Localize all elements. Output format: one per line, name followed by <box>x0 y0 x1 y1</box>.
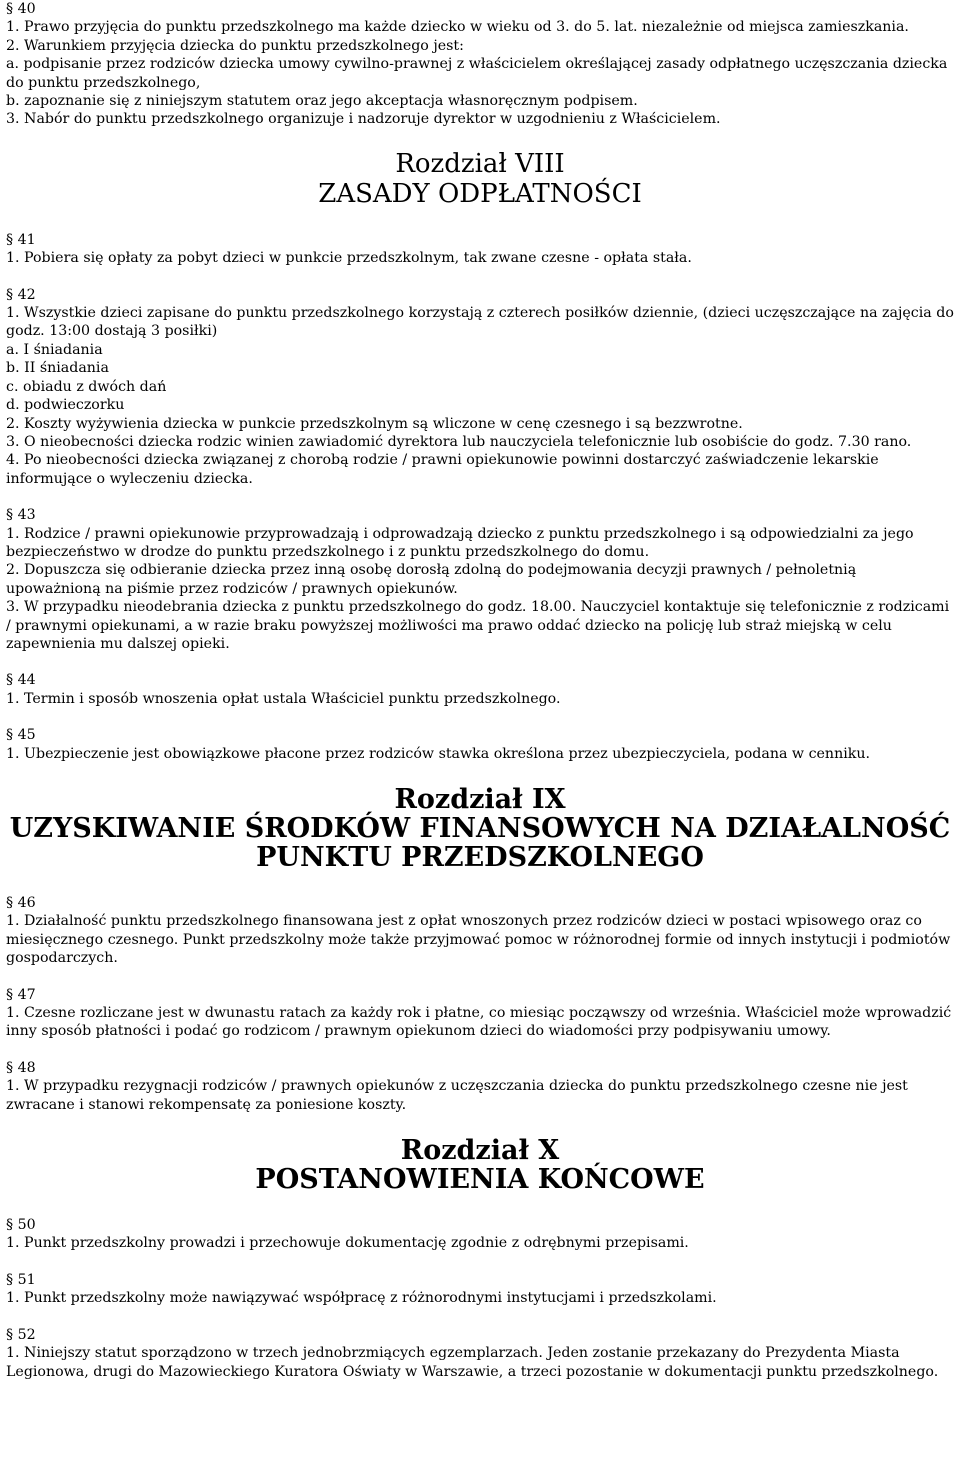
clause: 2. Koszty wyżywienia dziecka w punkcie przedszkolnym są wliczone w cenę czesnego i są bezzwrotne. <box>6 415 743 432</box>
clause: 3. O nieobecności dziecka rodzic winien zawiadomić dyrektora lub nauczyciela telefonicznie lub osobiście do godz. 7.30 rano. <box>6 433 912 450</box>
clause: 3. Nabór do punktu przedszkolnego organizuje i nadzoruje dyrektor w uzgodnieniu z Właścicielem. <box>6 111 721 128</box>
section-43 <box>6 506 954 653</box>
clause: c. obiadu z dwóch dań <box>6 378 167 395</box>
section-number: § 44 <box>6 672 36 689</box>
clause: 1. Punkt przedszkolny prowadzi i przechowuje dokumentację zgodnie z odrębnymi przepisami. <box>6 1235 689 1252</box>
clause: 3. W przypadku nieodebrania dziecka z punktu przedszkolnego do godz. 18.00. Nauczyciel kontaktuje się telefonicznie z rodzicami / prawnymi opiekunami, a w razie braku powyższej możliwości ma prawo oddać dziecko na policję lub straż miejską w celu zapewnienia mu dalszej opieki. <box>6 599 950 652</box>
section-number: § 40 <box>6 1 36 17</box>
section-48 <box>6 1059 954 1114</box>
section-46 <box>6 894 954 968</box>
chapter-name: ZASADY ODPŁATNOŚCI <box>318 178 642 209</box>
clause: 1. Ubezpieczenie jest obowiązkowe płacone przez rodziców stawka określona przez ubezpieczyciela, podana w cenniku. <box>6 745 870 762</box>
section-45 <box>6 726 954 763</box>
section-number: § 48 <box>6 1059 36 1076</box>
chapter-9-heading <box>6 785 954 872</box>
clause: a. I śniadania <box>6 341 103 358</box>
chapter-name: PUNKTU PRZEDSZKOLNEGO <box>256 842 704 873</box>
section-44 <box>6 671 954 708</box>
section-41 <box>6 231 954 268</box>
clause: 1. Wszystkie dzieci zapisane do punktu przedszkolnego korzystają z czterech posiłków dziennie, (dzieci uczęszczające na zajęcia do godz. 13:00 dostają 3 posiłki) <box>6 305 954 340</box>
clause: b. II śniadania <box>6 360 109 377</box>
clause: 4. Po nieobecności dziecka związanej z chorobą rodzie / prawni opiekunowie powinni dostarczyć zaświadczenie lekarskie informujące o wyleczeniu dziecka. <box>6 452 879 487</box>
clause: 1. Punkt przedszkolny może nawiązywać współpracę z różnorodnymi instytucjami i przedszkolami. <box>6 1290 717 1307</box>
clause: 1. Niniejszy statut sporządzono w trzech jednobrzmiących egzemplarzach. Jeden zostanie przekazany do Prezydenta Miasta Legionowa, drugi do Mazowieckiego Kuratora Oświaty w Warszawie, a trzeci pozostanie w dokumentacji punktu przedszkolnego. <box>6 1345 939 1380</box>
clause: a. podpisanie przez rodziców dziecka umowy cywilno-prawnej z właścicielem określającej zasady odpłatnego uczęszczania dziecka do punktu przedszkolnego, <box>6 56 948 91</box>
clause: 1. Czesne rozliczane jest w dwunastu ratach za każdy rok i płatne, co miesiąc począwszy od września. Właściciel może wprowadzić inny sposób płatności i podać go rodzicom / prawnym opiekunom dzieci do wiadomości przy podpisywaniu umowy. <box>6 1005 952 1040</box>
chapter-title: Rozdział X <box>400 1135 560 1167</box>
clause: 2. Warunkiem przyjęcia dziecka do punktu przedszkolnego jest: <box>6 37 464 54</box>
chapter-name: POSTANOWIENIA KOŃCOWE <box>255 1164 705 1196</box>
chapter-10-heading <box>6 1136 954 1194</box>
clause: d. podwieczorku <box>6 397 125 414</box>
clause: 1. Działalność punktu przedszkolnego finansowana jest z opłat wnoszonych przez rodziców dzieci w postaci wpisowego oraz co miesięcznego czesnego. Punkt przedszkolny może także przyjmować pomoc w różnorodnej formie od innych instytucji i podmiotów gospodarczych. <box>6 913 951 967</box>
clause: 2. Dopuszcza się odbieranie dziecka przez inną osobę dorosłą zdolną do podejmowania decyzji prawnych / pełnoletnią upoważnioną na piśmie przez rodziców / prawnych opiekunów. <box>6 562 857 597</box>
section-number: § 43 <box>6 507 36 524</box>
chapter-title: Rozdział VIII <box>395 148 565 179</box>
section-42 <box>6 286 954 488</box>
clause: 1. Termin i sposób wnoszenia opłat ustala Właściciel punktu przedszkolnego. <box>6 690 561 707</box>
clause: 1. W przypadku rezygnacji rodziców / prawnych opiekunów z uczęszczania dziecka do punktu przedszkolnego czesne nie jest zwracane i stanowi rekompensatę za poniesione koszty. <box>6 1078 908 1113</box>
clause: 1. Rodzice / prawni opiekunowie przyprowadzają i odprowadzają dziecko z punktu przedszkolnego i są odpowiedzialni za jego bezpieczeństwo w drodze do punktu przedszkolnego i z punktu przedszkolnego do domu. <box>6 525 914 560</box>
clause: 1. Prawo przyjęcia do punktu przedszkolnego ma każde dziecko w wieku od 3. do 5. lat. niezależnie od miejsca zamieszkania. <box>6 19 909 36</box>
chapter-8-heading <box>6 149 954 209</box>
section-number: § 45 <box>6 727 36 744</box>
section-number: § 42 <box>6 286 36 303</box>
chapter-name: UZYSKIWANIE ŚRODKÓW FINANSOWYCH NA DZIAŁALNOŚĆ <box>9 813 951 844</box>
section-40 <box>6 0 954 129</box>
section-number: § 41 <box>6 231 36 248</box>
clause: b. zapoznanie się z niniejszym statutem oraz jego akceptacja własnoręcznym podpisem. <box>6 93 638 110</box>
chapter-title: Rozdział IX <box>394 784 566 815</box>
clause: 1. Pobiera się opłaty za pobyt dzieci w punkcie przedszkolnym, tak zwane czesne - opłata stała. <box>6 250 692 267</box>
section-number: § 51 <box>6 1271 36 1288</box>
section-number: § 50 <box>6 1217 36 1234</box>
section-51 <box>6 1271 954 1308</box>
section-52 <box>6 1326 954 1381</box>
section-50 <box>6 1216 954 1253</box>
section-number: § 52 <box>6 1326 36 1343</box>
section-number: § 47 <box>6 986 36 1003</box>
section-number: § 46 <box>6 895 36 911</box>
section-47 <box>6 986 954 1041</box>
